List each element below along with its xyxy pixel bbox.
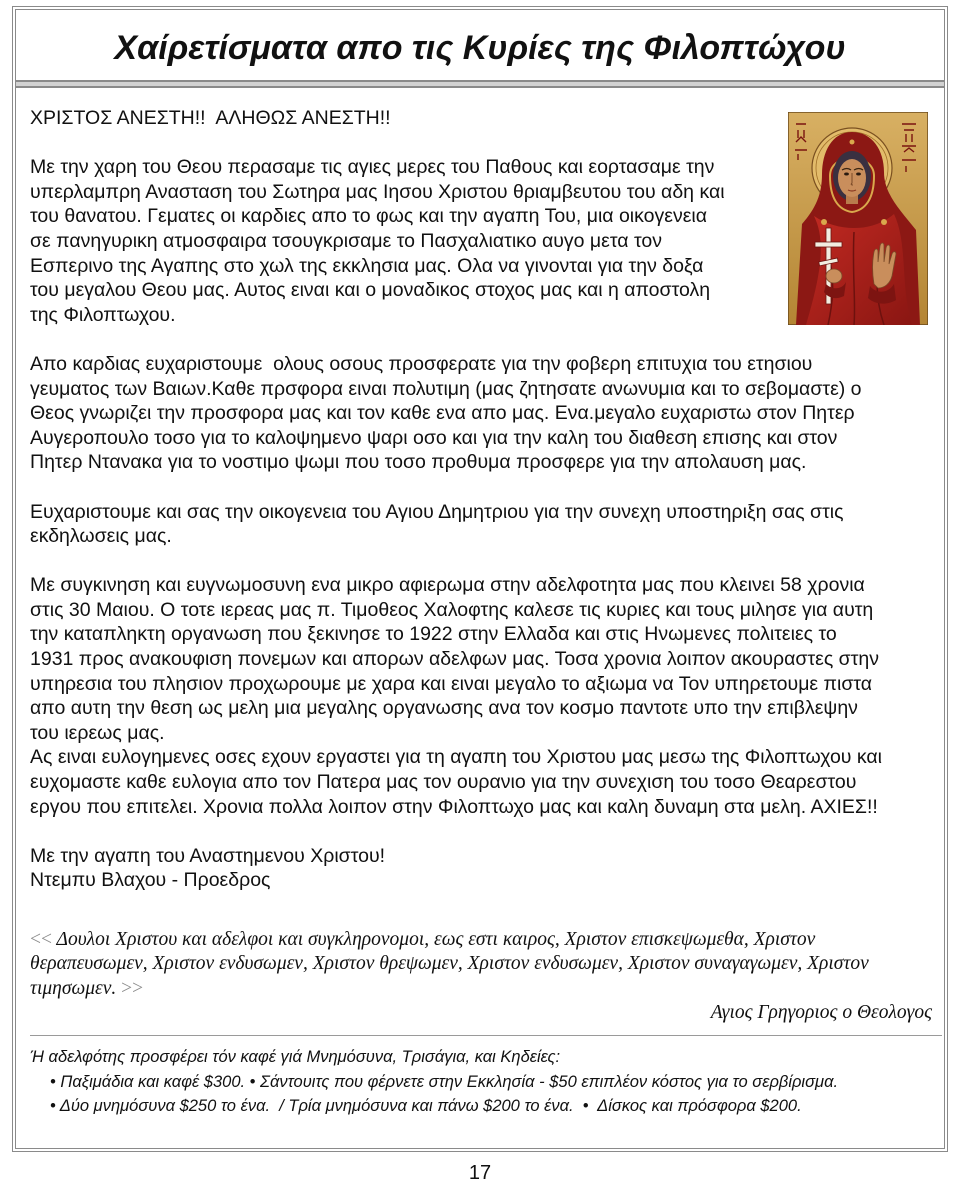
paragraph-line: υπηρεσια του πλησιον προχωρουμε με χαρα και ειναι μεγαλο το αξιωμα να Τον υπηρετουμε πιστα [30,672,873,695]
paragraph-line: Με την χαρη του Θεου περασαμε τις αγιες μερες του Παθους και εορτασαμε την [30,156,715,179]
quote-text: θεραπευσωμεν, Χριστον ενδυσωμεν, Χριστον θρεψωμεν, Χριστον ενδυσωμεν, Χριστον συναγαγωμεν, Χριστον [30,953,869,975]
offers-heading: Ή αδελφότης προσφέρει τόν καφέ γιά Μνημόσυνα, Τρισάγια, και Κηδείες: [30,1048,561,1066]
paragraph-line: Ας ειναι ευλογημενες οσες εχουν εργαστει για τη αγαπη του Χριστου μας μεσω της Φιλοπτωχου και [30,746,882,769]
thanks-paragraph [30,352,882,475]
offers-section [30,1045,838,1119]
paragraph-line: Θεος γνωριζει την προσφορα μας και τον καθε ενα απο μας. Ενα.μεγαλο ευχαριστω στον Πητερ [30,402,855,425]
page-number: 17 [468,1162,492,1184]
paragraph-line: εργου που επιτελει. Χρονια πολλα λοιπον στην Φιλοπτωχο μας και καλη δυναμη στα μελη. ΑΧΙΕΣ!! [30,795,878,818]
quote-open-mark: << [30,929,52,950]
quote-text: Δουλοι Χριστου και αδελφοι και συγκληρονομοι, εως εστι καιρος, Χριστον επισκεψωμεθα, Χριστον [56,929,816,950]
paragraph-line: Με συγκινηση και ευγνωμοσυνη ενα μικρο αφιερωμα στην αδελφοτητα μας που κλεινει 58 χρονια [30,574,865,597]
saint-icon [788,112,928,325]
quote-line [30,952,932,976]
quote-line [30,977,932,1001]
robe [806,214,912,325]
offers-list-item: • Δύο μνημόσυνα $250 το ένα. / Τρία μνημόσυνα και πάνω $200 το ένα. • Δίσκος και πρόσφορα $200. [50,1097,802,1115]
paragraph-line: Αυγεροπουλο τοσο για το καλοψημενο ψαρι οσο και για την καλη του διαθεση επισης και στον [30,426,838,449]
paragraph-line: υπερλαμπρη Ανασταση του Σωτηρα μας Ιησου Χριστου θριαμβευτου του αδη και [30,180,725,203]
paragraph-line: ευχομαστε καθε ευλογια απο τον Πατερα μας τον ουρανιο για την συνεχιση του τοσο Θεαρεστου [30,771,857,794]
paragraph-line: Ευχαριστουμε και σας την οικογενεια του Αγιου Δημητριου για την συνεχη υποστηριξη σας στις [30,500,844,523]
paragraph-line: του μεγαλου Θεου μας. Αυτος ειναι και ο μοναδικος στοχος μας και η αποστολη [30,279,711,302]
paragraph-line: του θανατου. Γεματες οι καρδιες απο το φως και την αγαπη Του, μια οικογενεια [30,205,707,228]
letter-body [30,106,882,893]
paragraph-line: σε πανηγυρικη ατμοσφαιρα τσουγκρισαμε το Πασχαλιατικο αυγο μετα τον [30,229,662,252]
quote-text: τιμησωμεν. [30,977,117,999]
paragraph-line: της Φιλοπτωχου. [30,303,176,326]
page-title: Χαίρετίσματα απο τις Κυρίες της Φιλοπτώχου [114,29,846,67]
section-divider [30,1035,942,1036]
paragraph-line: Απο καρδιας ευχαριστουμε ολους οσους προσφερατε για την φοβερη επιτυχια του ετησιου [30,352,813,375]
easter-paragraph [30,155,882,327]
left-hand [826,269,842,283]
paragraph-line: στις 30 Μαιου. Ο τοτε ιερεας μας π. Τιμοθεος Χαλοφτης καλεσε τις κυριες και τους μιλησε για αυτη [30,598,874,621]
family-thanks-paragraph [30,500,882,549]
closing-line: Με την αγαπη του Αναστημενου Χριστου! [30,844,386,867]
patristic-quote [30,928,932,1026]
greeting-paragraph [30,106,882,131]
anniversary-paragraph [30,573,882,819]
paragraph-line: γευματος των Βαιων.Καθε πρσφορα ειναι πολυτιμη (μας ζητησατε ανωνυμια και το σεβομαστε) ο [30,377,862,400]
paragraph-line: την καταπληκτη οργανωση που ξεκινησε το 1922 στην Ελλαδα και στις Ηνωμενες πολιτειες το [30,623,837,646]
closing-signature [30,844,882,893]
quote-close-mark: >> [121,977,144,999]
signature-line: Ντεμπυ Βλαχου - Προεδρος [30,869,271,892]
title-divider [16,80,944,88]
paragraph-line: 1931 προς ανακουφιση πονεμων και απορων αδελφων μας. Τοσα χρονια λοιπον ακουραστες στην [30,648,880,671]
paragraph-line: απο αυτη την θεση ως μελη μια μεγαλης οργανωσης ανα τον κοσμο παντοτε υπο την επιβλεψην [30,697,858,720]
paragraph-line: ΧΡΙΣΤΟΣ ΑΝΕΣΤΗ!! ΑΛΗΘΩΣ ΑΝΕΣΤΗ!! [30,107,391,129]
paragraph-line: του ιερεως μας. [30,721,165,744]
paragraph-line: Πητερ Ντανακα για το νοστιμο ψωμι που τοσο προθυμα προσφερε για την απολαυση μας. [30,451,807,474]
quote-line [30,928,932,952]
quote-author: Αγιος Γρηγοριος ο Θεολογος [710,1002,932,1024]
offers-list-item: • Παξιμάδια και καφέ $300. • Σάντουιτς που φέρνετε στην Εκκλησία - $50 επιπλέον κόστος για το σερβίρισμα. [50,1072,839,1091]
paragraph-line: Εσπερινο της Αγαπης στο χωλ της εκκλησια μας. Ολα να γινονται για την δοξα [30,254,704,277]
paragraph-line: εκδηλωσεις μας. [30,525,172,548]
